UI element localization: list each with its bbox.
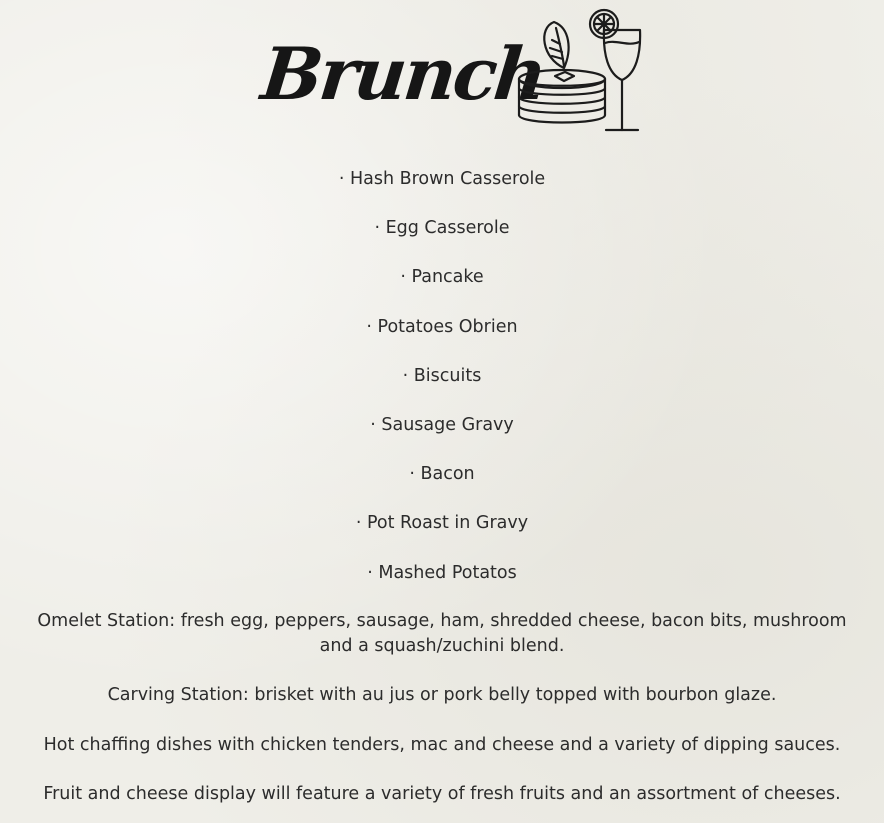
champagne-glass-icon: [604, 30, 640, 130]
pancakes-and-mimosa-icon: [512, 6, 647, 136]
list-item: · Hash Brown Casserole: [338, 169, 546, 189]
carving-station-note: Carving Station: brisket with au jus or pork belly topped with bourbon glaze.: [107, 685, 777, 705]
list-item: · Sausage Gravy: [370, 414, 514, 435]
station-notes: [20, 609, 864, 807]
leaf-icon: [544, 22, 568, 68]
list-item: · Pancake: [400, 267, 484, 288]
page-title: Brunch: [257, 31, 549, 116]
list-item: · Pot Roast in Gravy: [355, 513, 529, 534]
menu-list: [0, 167, 884, 610]
hot-dishes-note: Hot chaffing dishes with chicken tenders, mac and cheese and a variety of dipping sauces.: [43, 735, 841, 755]
list-item: · Potatoes Obrien: [366, 316, 518, 337]
list-item: · Mashed Potatos: [367, 562, 517, 583]
menu-header: [0, 0, 884, 150]
list-item: · Bacon: [409, 464, 475, 485]
fruit-cheese-note: Fruit and cheese display will feature a variety of fresh fruits and an assortment of cheeses.: [43, 784, 841, 804]
pancake-stack-icon: [519, 70, 605, 123]
list-item: · Biscuits: [402, 365, 482, 386]
list-item: · Egg Casserole: [374, 218, 510, 239]
omelet-station-note: Omelet Station: fresh egg, peppers, sausage, ham, shredded cheese, bacon bits, mushroom and a squash/zuchini blend.: [37, 611, 847, 656]
